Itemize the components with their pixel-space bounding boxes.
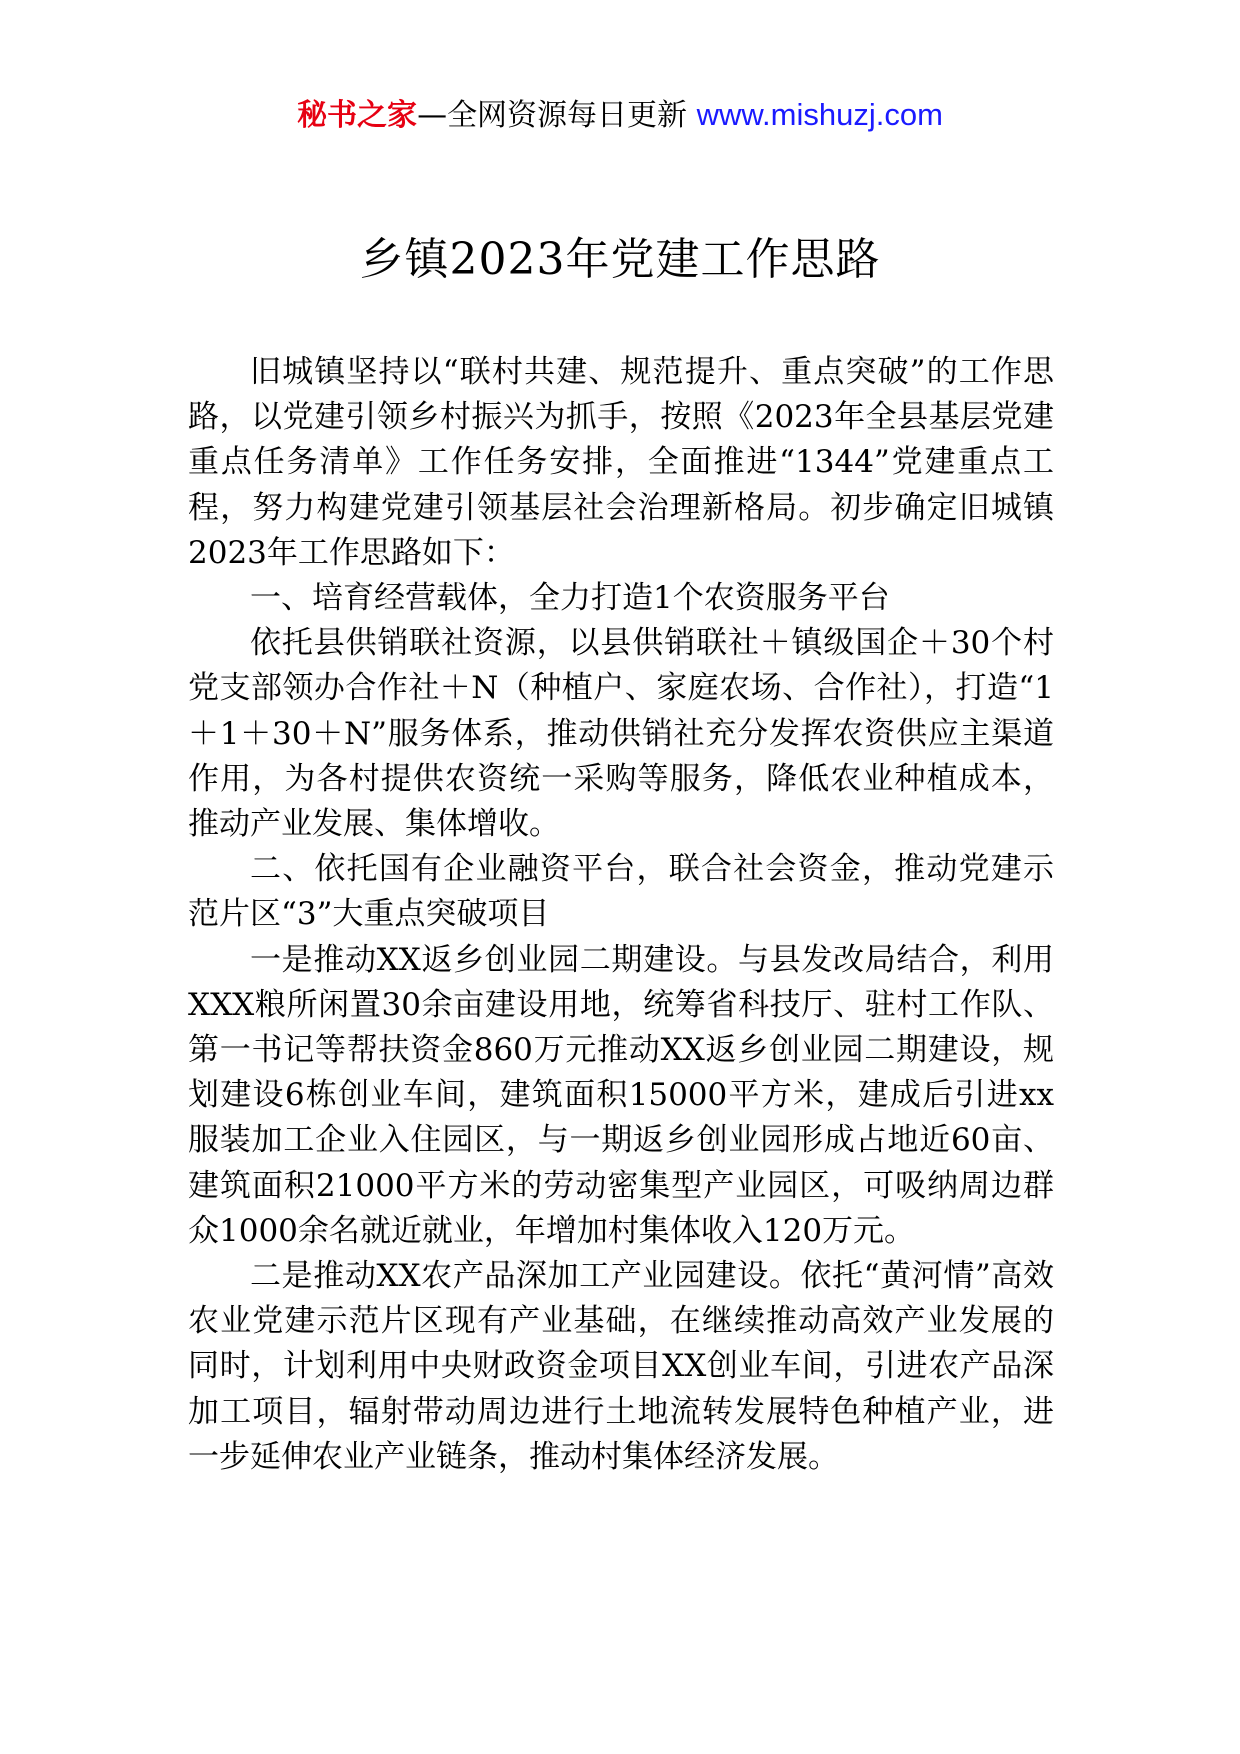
intro-paragraph: 旧城镇坚持以“联村共建、规范提升、重点突破”的工作思路，以党建引领乡村振兴为抓手，按照《2023年全县基层党建重点任务清单》工作任务安排，全面推进“1344”党建重点工程，努力构建党建引领基层社会治理新格局。初步确定旧城镇2023年工作思路如下： [188,354,1054,571]
body-paragraph: 一是推动XX返乡创业园二期建设。与县发改局结合，利用XXX粮所闲置30余亩建设用地，统筹省科技厅、驻村工作队、第一书记等帮扶资金860万元推动XX返乡创业园二期建设，规划建设6栋创业车间，建筑面积15000平方米，建成后引进xx服装加工企业入住园区，与一期返乡创业园形成占地近60亩、建筑面积21000平方米的劳动密集型产业园区，可吸纳周边群众1000余名就近就业，年增加村集体收入120万元。 [188,941,1054,1249]
body-paragraph: 二是推动XX农产品深加工产业园建设。依托“黄河情”高效农业党建示范片区现有产业基础，在继续推动高效产业发展的同时，计划利用中央财政资金项目XX创业车间，引进农产品深加工项目，辐射带动周边进行土地流转发展特色种植产业，进一步延伸农业产业链条，推动村集体经济发展。 [188,1258,1054,1475]
section-heading-1: 一、培育经营载体，全力打造1个农资服务平台 [250,580,890,617]
site-url-link[interactable]: www.mishuzj.com [696,97,943,132]
document-title: 乡镇2023年党建工作思路 [359,234,881,285]
site-brand: 秘书之家 [297,98,418,133]
section-heading-2: 二、依托国有企业融资平台，联合社会资金，推动党建示范片区“3”大重点突破项目 [188,851,1054,933]
body-paragraph: 依托县供销联社资源，以县供销联社＋镇级国企＋30个村党支部领办合作社＋N（种植户、家庭农场、合作社），打造“1＋1＋30＋N”服务体系，推动供销社充分发挥农资供应主渠道作用，为各村提供农资统一采购等服务，降低农业种植成本，推动产业发展、集体增收。 [188,625,1054,843]
site-tagline: —全网资源每日更新 [417,98,688,133]
site-header-banner [0,95,1240,136]
document-body [188,350,1054,1480]
